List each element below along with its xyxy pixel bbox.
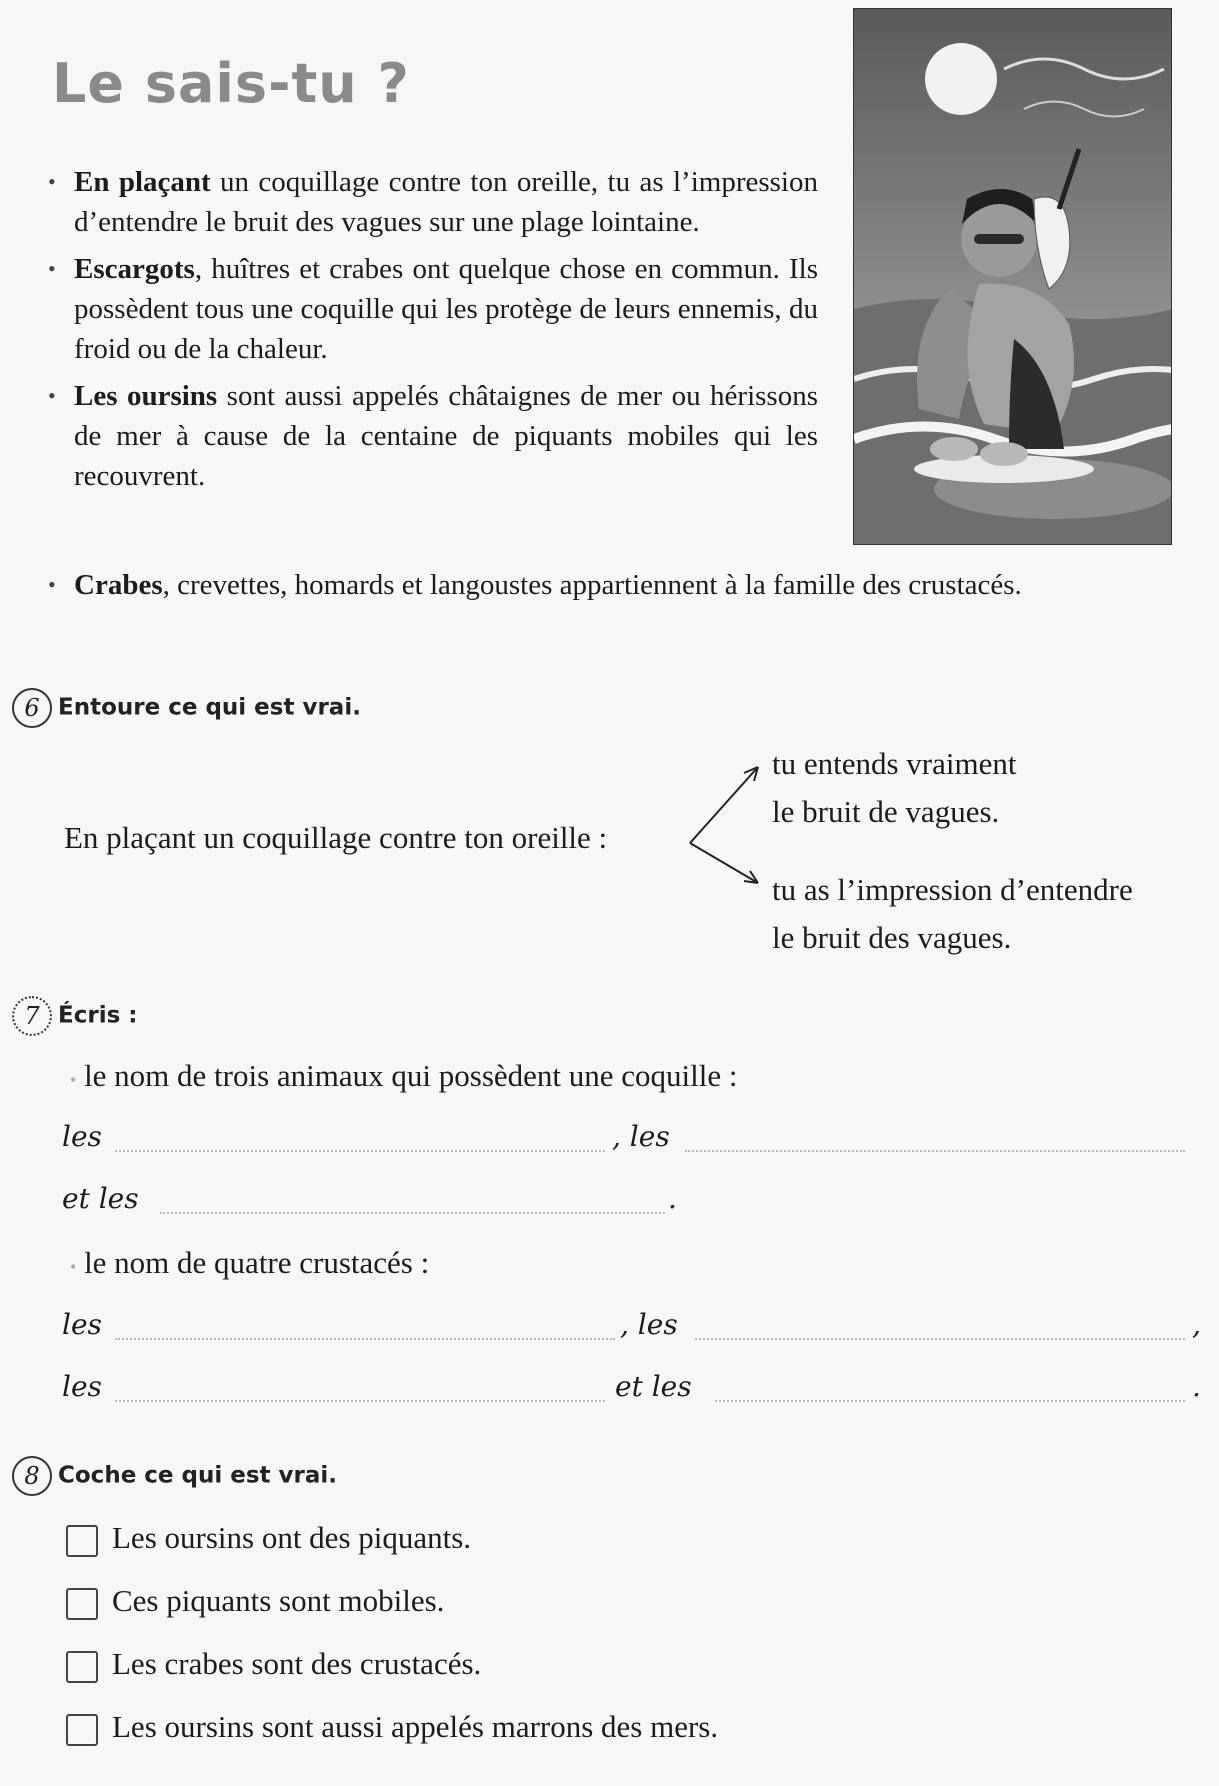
prompt-text: le nom de quatre crustacés : [84, 1245, 430, 1280]
label-les: , les [620, 1308, 678, 1341]
ex7-prompt-crustaceans [70, 1245, 429, 1281]
checkbox-item [66, 1709, 718, 1746]
option-line: le bruit de vagues. [772, 794, 1000, 829]
label-les: les [62, 1120, 102, 1153]
fact-keyword: En plaçant [74, 166, 211, 198]
fact-text: sont aussi appelés châtaignes de mer ou hérissons de mer à cause de la centaine de piquants mobiles qui les recouvrent. [74, 380, 818, 492]
fact-keyword: Les oursins [74, 380, 218, 412]
answer-line[interactable] [115, 1150, 605, 1152]
fact-keyword: Escargots [74, 253, 195, 285]
exercise-instruction: Écris : [58, 1002, 138, 1029]
option-line: tu as l’impression d’entendre [772, 872, 1133, 907]
checkbox[interactable] [66, 1651, 98, 1683]
punctuation: . [1192, 1370, 1201, 1403]
label-les: les [62, 1370, 102, 1403]
exercise-instruction: Entoure ce qui est vrai. [58, 694, 361, 721]
bullet-icon: • [48, 383, 56, 408]
answer-line[interactable] [715, 1400, 1185, 1402]
label-et-les: et les [615, 1370, 692, 1403]
fact-text: , crevettes, homards et langoustes appartiennent à la famille des crustacés. [162, 569, 1022, 601]
exercise-number: 6 [12, 688, 52, 728]
facts-list [48, 162, 818, 503]
exercise-6-heading [12, 688, 361, 728]
label-et-les: et les [62, 1182, 139, 1215]
bullet-icon: • [48, 169, 56, 194]
ex6-stem: En plaçant un coquillage contre ton oreille : [64, 820, 608, 855]
answer-line[interactable] [685, 1150, 1185, 1152]
prompt-text: le nom de trois animaux qui possèdent une coquille : [84, 1058, 738, 1093]
fact-item [48, 565, 1198, 605]
punctuation: , [1192, 1308, 1201, 1341]
checkbox-label: Ces piquants sont mobiles. [112, 1583, 445, 1618]
exercise-number: 7 [12, 996, 52, 1036]
checkbox-item [66, 1646, 481, 1683]
page-title: Le sais-tu ? [52, 52, 410, 115]
label-les: les [62, 1308, 102, 1341]
fact-item [48, 162, 818, 242]
boy-with-shell-image [854, 9, 1171, 544]
branch-arrows-icon [680, 755, 770, 895]
label-les: , les [612, 1120, 670, 1153]
option-line: le bruit des vagues. [772, 920, 1012, 955]
checkbox-label: Les oursins ont des piquants. [112, 1520, 472, 1555]
answer-line[interactable] [115, 1338, 615, 1340]
checkbox-item [66, 1583, 444, 1620]
checkbox[interactable] [66, 1525, 98, 1557]
checkbox-item [66, 1520, 471, 1557]
fact-keyword: Crabes [74, 569, 163, 601]
answer-line[interactable] [160, 1212, 665, 1214]
beach-illustration [853, 8, 1172, 545]
exercise-8-heading [12, 1456, 337, 1496]
option-line: tu entends vraiment [772, 746, 1017, 781]
exercise-number: 8 [12, 1456, 52, 1496]
bullet-icon: • [70, 1257, 77, 1277]
checkbox-label: Les crabes sont des crustacés. [112, 1646, 482, 1681]
punctuation: . [668, 1182, 677, 1215]
bullet-icon: • [70, 1070, 77, 1090]
ex6-option-b[interactable] [772, 866, 1133, 962]
fact-item [48, 249, 818, 369]
fact-text: , huîtres et crabes ont quelque chose en commun. Ils possèdent tous une coquille qui les protège de leurs ennemis, du froid ou de la chaleur. [74, 253, 818, 365]
fact-item [48, 376, 818, 496]
fact-text: un coquillage contre ton oreille, tu as l’impression d’entendre le bruit des vagues sur une plage lointaine. [74, 166, 818, 238]
bullet-icon: • [48, 256, 56, 281]
checkbox-label: Les oursins sont aussi appelés marrons des mers. [112, 1709, 719, 1744]
exercise-instruction: Coche ce qui est vrai. [58, 1462, 338, 1489]
ex6-option-a[interactable] [772, 740, 1017, 836]
checkbox[interactable] [66, 1588, 98, 1620]
checkbox[interactable] [66, 1714, 98, 1746]
answer-line[interactable] [695, 1338, 1185, 1340]
exercise-7-heading [12, 996, 137, 1036]
ex7-prompt-shells [70, 1058, 738, 1094]
answer-line[interactable] [115, 1400, 605, 1402]
bullet-icon: • [48, 572, 56, 597]
